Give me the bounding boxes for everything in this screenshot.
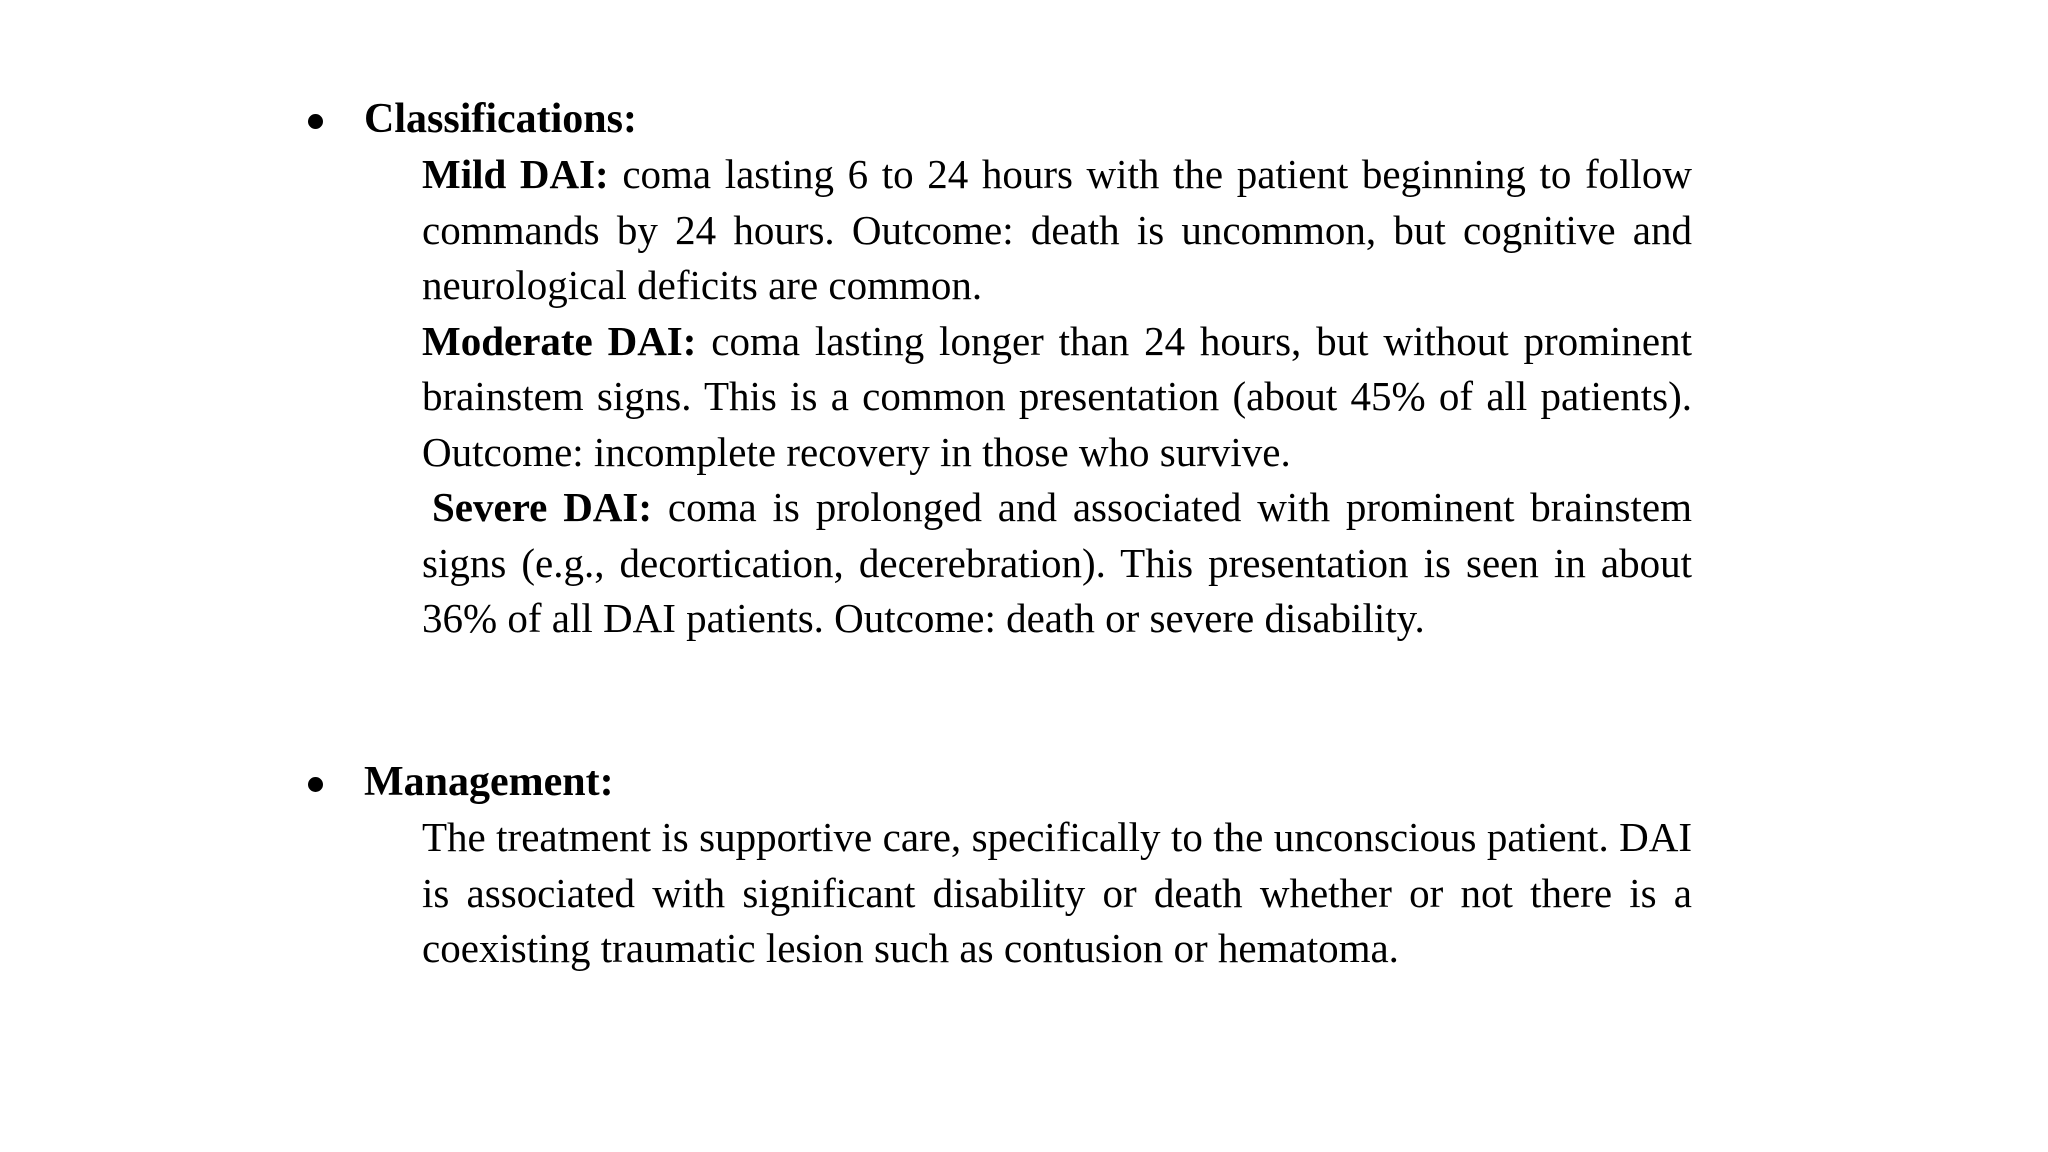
bullet-dot-icon <box>308 777 323 792</box>
classifications-section <box>300 92 1700 647</box>
management-heading: Management: <box>364 759 614 805</box>
severe-dai-paragraph <box>422 480 1692 647</box>
management-bullet-line <box>300 755 1700 810</box>
moderate-dai-paragraph <box>422 314 1692 481</box>
moderate-dai-text: coma lasting longer than 24 hours, but without prominent brainstem signs. This is a common presentation (about 45% of all patients). Outcome: incomplete recovery in those who survive. <box>422 317 1692 475</box>
severe-dai-term: Severe DAI: <box>432 484 653 530</box>
mild-dai-paragraph <box>422 147 1692 314</box>
bullet-dot-icon <box>308 114 323 129</box>
classifications-bullet-line <box>300 92 1700 147</box>
management-section <box>300 755 1700 977</box>
mild-dai-term: Mild DAI: <box>422 151 609 197</box>
classifications-heading: Classifications: <box>364 96 637 142</box>
mild-dai-text: coma lasting 6 to 24 hours with the patient beginning to follow commands by 24 hours. Outcome: death is uncommon, but cognitive and neurological deficits are common. <box>422 151 1693 308</box>
management-paragraph: The treatment is supportive care, specifically to the unconscious patient. DAI is associated with significant disability or death whether or not there is a coexisting traumatic lesion such as contusion or hematoma. <box>422 814 1692 971</box>
moderate-dai-term: Moderate DAI: <box>422 317 697 364</box>
severe-dai-text: coma is prolonged and associated with prominent brainstem signs (e.g., decortication, decerebration). This presentation is seen in about 36% of all DAI patients. Outcome: death or severe disability. <box>422 484 1692 641</box>
